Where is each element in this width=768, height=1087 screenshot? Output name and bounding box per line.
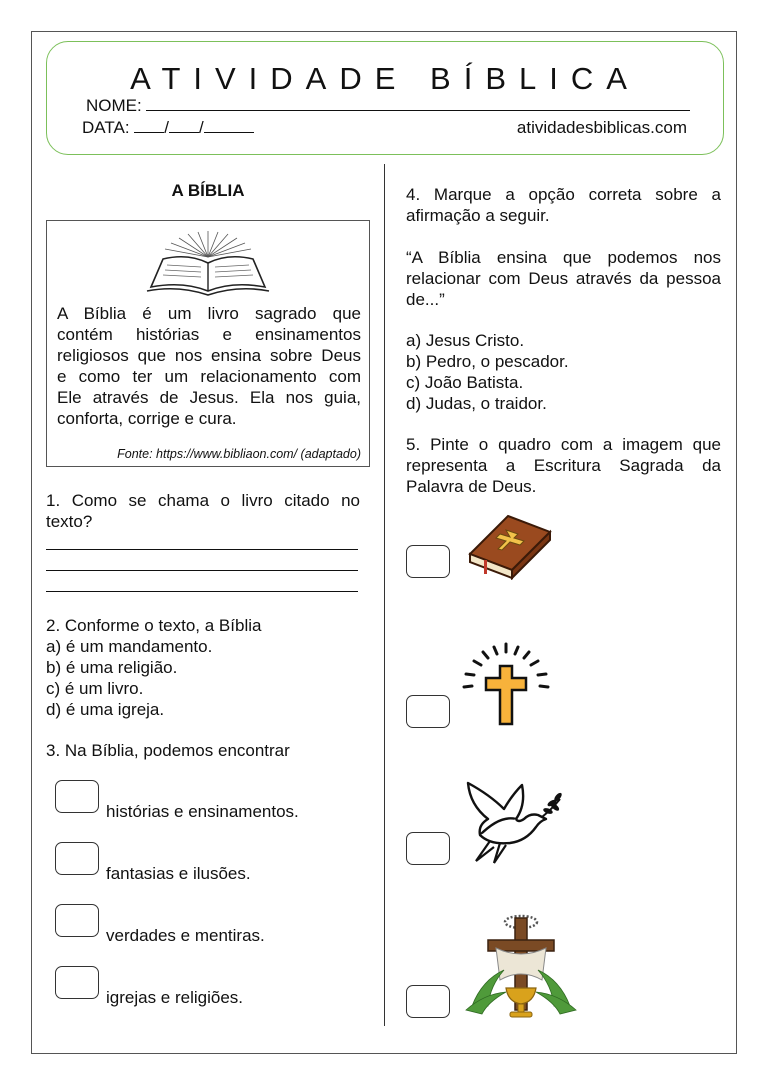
website: atividadesbiblicas.com bbox=[516, 118, 687, 137]
nome-field[interactable] bbox=[146, 96, 690, 111]
answer-line[interactable] bbox=[46, 570, 358, 571]
question-5-text: Palavra de Deus. bbox=[406, 477, 537, 496]
question-4-options bbox=[406, 330, 569, 414]
data-row bbox=[82, 118, 254, 138]
reading-text-line: e como ter um relacionamento com bbox=[57, 367, 361, 386]
page-title: ATIVIDADE BÍBLICA bbox=[130, 61, 640, 96]
shining-cross-icon bbox=[460, 640, 552, 728]
question-1-text: 1. Como se chama o livro citado no bbox=[46, 491, 360, 510]
source-citation: Fonte: https://www.bibliaon.com/ (adaptado) bbox=[117, 447, 361, 461]
question-4-option[interactable]: a) Jesus Cristo. bbox=[406, 331, 525, 350]
quote-line: relacionar com Deus através da pessoa bbox=[406, 269, 721, 288]
bible-book-icon bbox=[462, 512, 554, 580]
question-3-option: fantasias e ilusões. bbox=[106, 864, 251, 883]
checkbox[interactable] bbox=[55, 904, 99, 937]
date-separator: / bbox=[199, 118, 204, 137]
reading-text-box bbox=[46, 220, 370, 467]
cross-chalice-icon bbox=[462, 910, 580, 1022]
date-year-field[interactable] bbox=[204, 118, 254, 133]
date-month-field[interactable] bbox=[169, 118, 199, 133]
quote-line: “A Bíblia ensina que podemos nos bbox=[406, 248, 721, 267]
question-4-quote bbox=[406, 247, 721, 310]
checkbox-cross[interactable] bbox=[406, 695, 450, 728]
question-2-option[interactable]: c) é um livro. bbox=[46, 679, 144, 698]
question-2-option[interactable]: d) é uma igreja. bbox=[46, 700, 165, 719]
question-4-text: afirmação a seguir. bbox=[406, 206, 550, 225]
quote-line: de...” bbox=[406, 290, 445, 309]
date-separator: / bbox=[164, 118, 170, 137]
reading-text-line: conforta, corrige e cura. bbox=[57, 409, 237, 428]
question-2-option[interactable]: b) é uma religião. bbox=[46, 658, 178, 677]
column-divider bbox=[384, 164, 385, 1026]
question-4-option[interactable]: d) Judas, o traidor. bbox=[406, 394, 547, 413]
reading-text bbox=[57, 303, 361, 429]
checkbox[interactable] bbox=[55, 780, 99, 813]
question-3-option: verdades e mentiras. bbox=[106, 926, 265, 945]
question-1-text: texto? bbox=[46, 512, 93, 531]
nome-row bbox=[86, 96, 690, 116]
question-1 bbox=[46, 490, 360, 532]
answer-line[interactable] bbox=[46, 591, 358, 592]
question-4-option[interactable]: c) João Batista. bbox=[406, 373, 524, 392]
open-book-icon bbox=[143, 229, 273, 299]
question-5-text: representa a Escritura Sagrada da bbox=[406, 456, 721, 475]
question-2-text: 2. Conforme o texto, a Bíblia bbox=[46, 616, 262, 635]
checkbox[interactable] bbox=[55, 966, 99, 999]
question-3-text: 3. Na Bíblia, podemos encontrar bbox=[46, 741, 290, 760]
question-4 bbox=[406, 184, 721, 226]
date-day-field[interactable] bbox=[134, 118, 164, 133]
question-4-text: 4. Marque a opção correta sobre a bbox=[406, 185, 721, 204]
question-4-option[interactable]: b) Pedro, o pescador. bbox=[406, 352, 569, 371]
checkbox-bible[interactable] bbox=[406, 545, 450, 578]
checkbox[interactable] bbox=[55, 842, 99, 875]
question-2-option[interactable]: a) é um mandamento. bbox=[46, 637, 213, 656]
checkbox-dove[interactable] bbox=[406, 832, 450, 865]
reading-text-line: A Bíblia é um livro sagrado que bbox=[57, 304, 361, 323]
question-5 bbox=[406, 434, 721, 497]
checkbox-crucifix-chalice[interactable] bbox=[406, 985, 450, 1018]
nome-label: NOME: bbox=[86, 96, 142, 115]
question-5-text: 5. Pinte o quadro com a imagem que bbox=[406, 435, 721, 454]
data-label: DATA: bbox=[82, 118, 130, 137]
question-2 bbox=[46, 615, 366, 720]
question-3-option: igrejas e religiões. bbox=[106, 988, 244, 1007]
reading-text-line: Ele através de Jesus. Ela nos guia, bbox=[57, 388, 361, 407]
reading-text-line: contém histórias e ensinamentos bbox=[57, 325, 361, 344]
reading-text-line: religiosos que nos ensina sobre Deus bbox=[57, 346, 361, 365]
section-title: A BÍBLIA bbox=[171, 181, 245, 200]
question-3-option: histórias e ensinamentos. bbox=[106, 802, 299, 821]
answer-line[interactable] bbox=[46, 549, 358, 550]
dove-icon bbox=[460, 775, 564, 867]
